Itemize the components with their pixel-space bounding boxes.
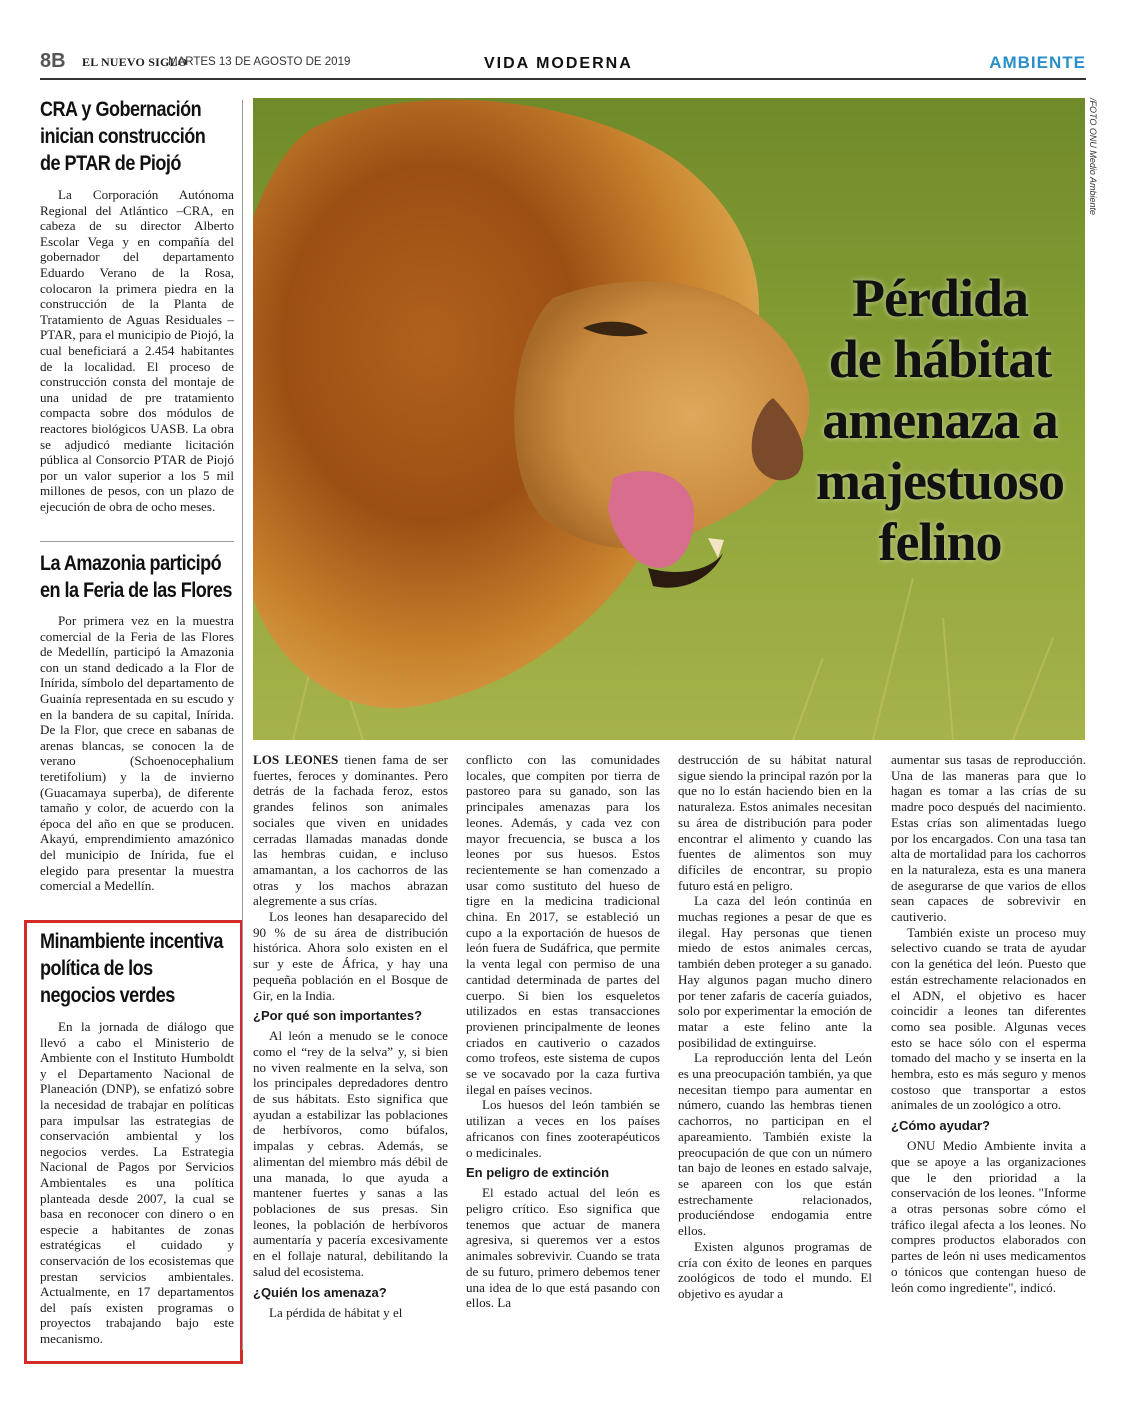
article-paragraph: El estado actual del león es peligro crítico. Eso significa que tenemos que actuar de manera agresiva, si queremos ver a estos animales sobrevivir. Cuando se trata de su futuro, primero debemos tener una idea de lo que está pasando con ellos. La <box>466 1185 660 1311</box>
article-paragraph: LOS LEONES tienen fama de ser fuertes, feroces y dominantes. Pero detrás de la fachada feroz, estos grandes felinos son animales sociales que viven en unidades cerradas llamadas manadas donde las hembras cuidan, e incluso amamantan, a los cachorros de las otras y los machos abrazan alegremente a sus crías. <box>253 752 448 909</box>
article-paragraph: destrucción de su hábitat natural sigue siendo la principal razón por la que no lo están haciendo bien en la naturaleza. Estos animales necesitan su área de distribución para poder encontrar el alimento y cuando las fuentes de alimentos son muy difíciles de encontrar, su propio futuro está en peligro. <box>678 752 872 893</box>
section-name: VIDA MODERNA <box>484 55 633 72</box>
subheading: ¿Cómo ayudar? <box>891 1118 990 1134</box>
brief-body: En la jornada de diálogo que llevó a cabo el Ministerio de Ambiente con el Instituto Humboldt y el Departamento Nacional de Planeación (DNP), se enfatizó sobre la necesidad de trabajar en políticas para impulsar las estrategias de conservación ambiental y los negocios verdes. La Estrategia Nacional de Pagos por Servicios Ambientales es una política planteada desde 2007, la cual se basa en reconocer con dinero o en especie a habitantes de zonas estratégicas el cuidado y conservación de los ecosistemas que prestan servicios ambientales. Actualmente, en 17 departamentos del país existen programas o proyectos trabajando bajo este mecanismo. <box>40 1019 234 1346</box>
header-rule <box>40 78 1086 80</box>
article-paragraph: La caza del león continúa en muchas regiones a pesar de que es ilegal. Hay personas que tienen miedo de estos animales cercas, también deben proteger a su ganado. Hay algunos pagan mucho dinero por tener zafaris de cacería guiados, solo por experimentar la emoción de matar a este felino ante la posibilidad de extinguirse. <box>678 893 872 1050</box>
article-column-3 <box>678 752 872 1302</box>
article-paragraph: Los huesos del león también se utilizan a veces en los países africanos con fines zooterapéuticos o medicinales. <box>466 1097 660 1160</box>
column-rule <box>242 100 243 1350</box>
brief-title: La Amazonia participó en la Feria de las Flores <box>40 552 232 602</box>
article-paragraph: Los leones han desaparecido del 90 % de su área de distribución histórica. Ahora solo existen en el sur y este de África, y hay una pequeña población en el Bosque de Gir, en la India. <box>253 909 448 1003</box>
brief-amazonia-feria <box>40 550 234 894</box>
article-paragraph: aumentar sus tasas de reproducción. Una de las maneras para que lo hagan es tomar a las crías de su madre poco después del nacimiento. Estas crías son alimentadas luego por los encargados. Con una tasa tan alta de mortalidad para los cachorros en la naturaleza, esta es una manera de asegurarse de que varios de ellos sean capaces de sobrevivir en cautiverio. <box>891 752 1086 925</box>
subheading: ¿Por qué son importantes? <box>253 1008 423 1024</box>
divider <box>40 541 234 542</box>
article-paragraph: La pérdida de hábitat y el <box>269 1304 403 1320</box>
article-paragraph: La reproducción lenta del León es una preocupación también, ya que necesitan tiempo para aumentar en número, cuando las hembras tienen cachorros, no participan en el apareamiento. También existe la preocupación de que con un número tan bajo de leones en estado salvaje, se apareen con los que están estrechamente relacionados, produciéndose endogamia entre ellos. <box>678 1050 872 1239</box>
article-paragraph: También existe un proceso muy selectivo cuando se trata de ayudar con la genética del león. Puesto que están estrechamente relacionados en el ADN, el objetivo es hacer coincidir a leones tan diferentes como sea posible. Algunas veces esto se hace sólo con el esperma tomado del macho y se inserta en la hembra, esto es más seguro y menos costoso que transportar a estos animales de un zoológico a otro. <box>891 924 1086 1113</box>
subheading: ¿Quién los amenaza? <box>253 1284 387 1300</box>
main-headline: Pérdida de hábitat amenaza a majestuoso felino <box>816 268 1064 572</box>
brief-title: Minambiente incentiva política de los negocios verdes <box>40 930 223 1007</box>
brief-cra-ptar <box>40 96 234 514</box>
article-paragraph: conflicto con las comunidades locales, que compiten por tierra de pastoreo para su ganado, son las principales amenazas para los leones. Además, y cada vez con mayor frecuencia, se busca a los leones por sus huesos. Estos recientemente se han comenzado a usar como sustituto del hueso de tigre en la medicina tradicional china. En 2017, se estableció un cupo a la exportación de huesos de león fuera de Sudáfrica, que permite la venta legal con permiso de una cantidad determinada de partes del cuerpo. Si bien los esqueletos utilizados en estas transacciones provienen principalmente de leones criados en cautiverio o cazados como trofeos, este sistema de cupos se ve socavado por la caza furtiva ilegal en países vecinos. <box>466 752 660 1097</box>
brief-minambiente <box>40 928 234 1346</box>
article-paragraph: ONU Medio Ambiente invita a que se apoye a las organizaciones que le den prioridad a la conservación de los leones. "Informe a otras personas sobre cómo el tráfico ilegal afecta a los leones. No compres productos elaborados con partes de león ni uses medicamentos o tónicos que contengan hueso de león como ingrediente", indicó. <box>891 1138 1086 1295</box>
brief-body: Por primera vez en la muestra comercial de la Feria de las Flores de Medellín, participó la Amazonia con un stand dedicado a la Flor de Inírida, símbolo del departamento de Guainía representada en su escudo y en la bandera de su capital, Inírida. De la Flor, que crece en sabanas de arenas blancas, se conocen la de verano (Schoenocephalium teretifolium) y la de invierno (Guacamaya superba), de diferente tamaño y color, de acuerdo con la época del año en que se producen. Akayú, emprendimiento amazónico del municipio de Inírida, fue el elegido para presentar la muestra comercial a Medellín. <box>40 613 234 894</box>
photo-credit: /FOTO ONU Medio Ambiente <box>1088 98 1098 216</box>
brief-title: CRA y Gobernación inician construcción de PTAR de Piojó <box>40 98 206 175</box>
page-number: 8B <box>40 50 66 72</box>
page-header <box>40 46 1086 78</box>
article-paragraph: Al león a menudo se le conoce como el “rey de la selva” y, si bien no viven realmente en la selva, son los principales depredadores dentro de sus hábitats. Esto significa que ayudan a estabilizar las poblaciones de herbívoros, como búfalos, impalas y cebras. Además, se alimentan del miembro más débil de una manada, lo que ayuda a mantener fuertes y sanas a las poblaciones de sus presas. Sin leones, la población de herbívoros aumentaría y pacería excesivamente en el follaje natural, debilitando la salud del ecosistema. <box>253 1028 448 1279</box>
article-paragraph: Existen algunos programas de cría con éxito de leones en parques zoológicos de todo el mundo. El objetivo es ayudar a <box>678 1238 872 1301</box>
subheading: En peligro de extinción <box>466 1165 610 1181</box>
article-column-1 <box>253 752 448 1320</box>
newspaper-name: EL NUEVO SIGLO <box>82 55 188 69</box>
article-column-4 <box>891 752 1086 1295</box>
brief-body: La Corporación Autónoma Regional del Atlántico –CRA, en cabeza de su director Alberto Escolar Vega y en compañía del gobernador del departamento Eduardo Verano de la Rosa, colocaron la primera piedra en la construcción de la Planta de Tratamiento de Aguas Residuales –PTAR, para el municipio de Piojó, la cual beneficiará a 2.454 habitantes de la localidad. El proceso de construcción consta del montaje de una unidad de pre tratamiento compacta sobre dos módulos de reactores biológicos UASB. La obra se adjudicó mediante licitación pública al Consorcio PTAR de Piojó por un valor superior a los 5 mil millones de pesos, con un plazo de ejecución de obra de ocho meses. <box>40 187 234 514</box>
article-column-2 <box>466 752 660 1311</box>
issue-date: MARTES 13 DE AGOSTO DE 2019 <box>168 56 351 68</box>
category-label: AMBIENTE <box>989 53 1086 72</box>
